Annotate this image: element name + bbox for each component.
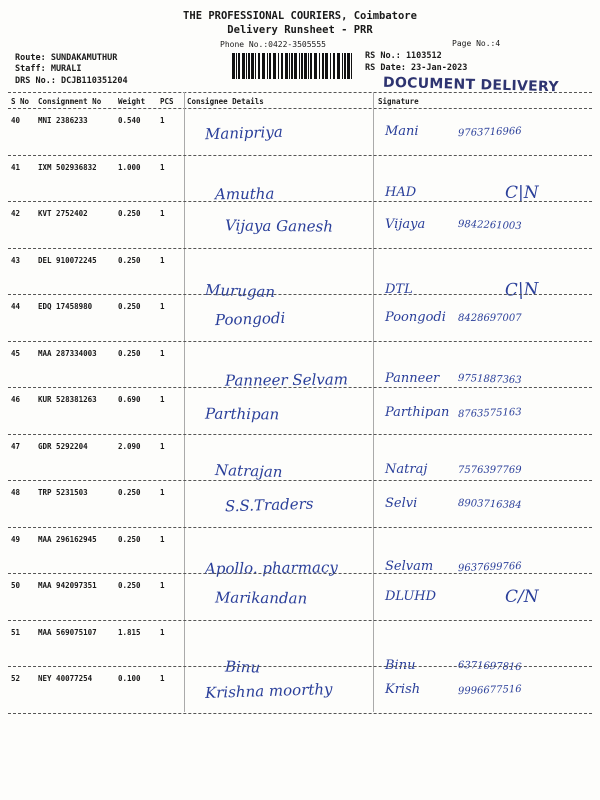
row-signature: Mani	[385, 124, 419, 139]
row-pcs: 1	[160, 209, 165, 218]
row-pcs: 1	[160, 627, 165, 637]
row-consignee-name: Parthipan	[204, 404, 280, 424]
barcode-bar	[322, 53, 324, 79]
row-divider	[8, 713, 592, 714]
row-pcs: 1	[160, 302, 165, 311]
col-consignee-header: Consignee Details	[187, 97, 264, 106]
row-divider	[8, 387, 592, 388]
row-pcs: 1	[160, 395, 165, 404]
row-pcs: 1	[160, 348, 165, 358]
row-weight: 0.540	[118, 116, 141, 125]
barcode-bar	[333, 53, 335, 79]
page-title: THE PROFESSIONAL COURIERS, Coimbatore	[183, 10, 417, 22]
barcode-bar	[319, 53, 320, 79]
document-delivery-stamp: DOCUMENT DELIVERY	[382, 74, 559, 96]
barcode	[232, 53, 354, 79]
barcode-bar	[337, 53, 340, 79]
barcode-bar	[314, 53, 317, 79]
row-signature-note: 9751887363	[457, 372, 522, 386]
row-pcs: 1	[160, 488, 165, 497]
row-pcs: 1	[160, 441, 165, 451]
row-consignment-no: EDQ 17458980	[38, 302, 93, 311]
row-divider	[8, 201, 592, 202]
row-consignment-no: GDR 5292204	[38, 441, 88, 451]
row-signature-note: 8428697007	[458, 313, 522, 324]
barcode-bar	[262, 53, 265, 79]
row-signature: DLUHD	[385, 589, 437, 604]
barcode-bar	[330, 53, 331, 79]
barcode-bar	[351, 53, 352, 79]
barcode-bar	[267, 53, 268, 79]
row-divider	[8, 573, 592, 574]
row-signature-note: C|N	[505, 182, 539, 203]
barcode-bar	[308, 53, 309, 79]
row-consignment-no: MAA 296162945	[38, 534, 97, 544]
row-consignee-name: Natrajan	[214, 460, 283, 481]
row-consignee-name: Amutha	[214, 184, 275, 203]
barcode-bar	[310, 53, 312, 79]
row-signature: Panneer	[385, 370, 440, 386]
route-label: Route: SUNDAKAMUTHUR	[15, 53, 118, 63]
row-divider	[8, 480, 592, 481]
row-sno: 51	[11, 627, 21, 637]
row-consignee-name: Murugan	[204, 280, 276, 301]
row-weight: 0.250	[118, 488, 141, 497]
row-consignee-name: Panneer Selvam	[224, 369, 349, 390]
row-signature: Binu	[385, 657, 416, 673]
header-bottom-rule	[8, 108, 592, 109]
row-consignment-no: MAA 942097351	[38, 581, 97, 590]
barcode-bar	[238, 53, 240, 79]
barcode-bar	[299, 53, 300, 79]
barcode-bar	[258, 53, 260, 79]
row-consignment-no: TRP 5231503	[38, 488, 88, 497]
row-signature: DTL	[385, 281, 413, 297]
row-weight: 2.090	[118, 441, 141, 451]
row-sno: 46	[11, 395, 21, 404]
barcode-bar	[281, 53, 283, 79]
row-divider	[8, 527, 592, 528]
row-signature-note: C|N	[504, 278, 539, 301]
barcode-bar	[246, 53, 247, 79]
row-consignment-no: KUR 528381263	[38, 395, 97, 404]
row-sno: 44	[11, 302, 21, 311]
barcode-bar	[344, 53, 346, 79]
row-pcs: 1	[160, 674, 165, 683]
row-weight: 0.250	[118, 348, 141, 358]
row-consignment-no: MAA 287334003	[38, 348, 97, 358]
barcode-bar	[269, 53, 271, 79]
row-signature-note: 8763575163	[457, 406, 522, 421]
barcode-bar	[294, 53, 297, 79]
barcode-bar	[242, 53, 245, 79]
row-consignee-name: Marikandan	[214, 588, 308, 608]
row-weight: 0.250	[118, 534, 141, 544]
row-consignment-no: KVT 2752402	[38, 209, 88, 218]
row-signature-note: 9996677516	[457, 683, 522, 698]
col-consignment-header: Consignment No	[38, 97, 102, 106]
page-subtitle: Delivery Runsheet - PRR	[227, 24, 373, 36]
barcode-bar	[278, 53, 279, 79]
row-signature: Parthipan	[385, 405, 450, 420]
row-consignment-no: DEL 910072245	[38, 255, 97, 265]
barcode-bar	[289, 53, 290, 79]
rs-number: RS No.: 1103512	[365, 51, 442, 61]
row-signature-note: 9637699766	[457, 560, 522, 574]
row-divider	[8, 248, 592, 249]
col-weight-header: Weight	[118, 97, 146, 106]
row-weight: 1.000	[118, 162, 141, 172]
row-consignment-no: NEY 40077254	[38, 674, 93, 683]
header-top-rule	[8, 92, 592, 93]
row-sno: 48	[11, 488, 21, 497]
row-sno: 50	[11, 581, 21, 590]
row-consignee-name: Manipriya	[204, 122, 284, 144]
row-signature: Selvam	[385, 558, 434, 574]
page-number: Page No.:4	[452, 39, 501, 48]
row-consignee-name: Binu	[224, 656, 261, 677]
barcode-bar	[347, 53, 350, 79]
row-signature-note: 9842261003	[457, 218, 522, 233]
row-sno: 41	[11, 162, 21, 172]
row-consignee-name: S.S.Traders	[224, 494, 314, 516]
row-divider	[8, 666, 592, 667]
row-consignment-no: MAA 569075107	[38, 627, 97, 637]
row-consignee-name: Vijaya Ganesh	[224, 216, 334, 236]
barcode-bar	[251, 53, 254, 79]
row-weight: 0.250	[118, 302, 141, 311]
row-weight: 1.815	[118, 627, 141, 637]
row-sno: 42	[11, 209, 21, 218]
row-signature-note: 7576397769	[458, 464, 522, 476]
row-signature: Natraj	[385, 461, 428, 477]
row-divider	[8, 434, 592, 435]
row-sno: 43	[11, 255, 21, 265]
row-pcs: 1	[160, 255, 165, 265]
barcode-bar	[325, 53, 328, 79]
row-sno: 52	[11, 674, 21, 683]
barcode-bar	[304, 53, 307, 79]
barcode-bar	[342, 53, 343, 79]
row-sno: 45	[11, 348, 21, 358]
barcode-bar	[291, 53, 293, 79]
row-signature-note: 8903716384	[457, 497, 522, 512]
row-signature-note: C/N	[505, 587, 539, 607]
row-signature: Selvi	[385, 496, 418, 511]
row-pcs: 1	[160, 116, 165, 125]
row-pcs: 1	[160, 581, 165, 590]
row-divider	[8, 155, 592, 156]
row-consignee-name: Krishna moorthy	[204, 680, 333, 702]
drs-number: DRS No.: DCJB110351204	[15, 76, 128, 86]
row-sno: 47	[11, 441, 21, 451]
row-signature: Vijaya	[385, 217, 426, 232]
row-weight: 0.250	[118, 255, 141, 265]
row-divider	[8, 341, 592, 342]
row-signature: Poongodi	[385, 310, 446, 325]
row-weight: 0.100	[118, 674, 141, 683]
phone-number: Phone No.:0422-3505555	[220, 40, 326, 49]
barcode-bar	[248, 53, 250, 79]
row-pcs: 1	[160, 162, 165, 172]
barcode-bar	[301, 53, 303, 79]
barcode-bar	[255, 53, 256, 79]
barcode-bar	[273, 53, 276, 79]
row-consignee-name: Apollo. pharmacy	[204, 557, 338, 578]
row-signature: Krish	[385, 682, 421, 697]
row-consignee-name: Poongodi	[214, 308, 286, 330]
row-sno: 40	[11, 116, 21, 125]
col-pcs-header: PCS	[160, 97, 174, 106]
row-weight: 0.690	[118, 395, 141, 404]
barcode-bar	[232, 53, 235, 79]
row-divider	[8, 294, 592, 295]
row-consignment-no: IXM 502936832	[38, 162, 97, 172]
row-consignment-no: MNI 2386233	[38, 116, 88, 125]
row-sno: 49	[11, 534, 21, 544]
row-signature: HAD	[385, 184, 417, 200]
rs-date: RS Date: 23-Jan-2023	[365, 63, 468, 73]
row-weight: 0.250	[118, 209, 141, 218]
col-sno-header: S No	[11, 97, 30, 106]
barcode-bar	[236, 53, 237, 79]
staff-label: Staff: MURALI	[15, 64, 82, 74]
row-signature-note: 9763716966	[457, 125, 522, 140]
row-pcs: 1	[160, 534, 165, 544]
barcode-bar	[285, 53, 288, 79]
col-signature-header: Signature	[378, 97, 419, 106]
row-weight: 0.250	[118, 581, 141, 590]
row-divider	[8, 620, 592, 621]
row-signature-note: 6371697816	[457, 659, 522, 673]
